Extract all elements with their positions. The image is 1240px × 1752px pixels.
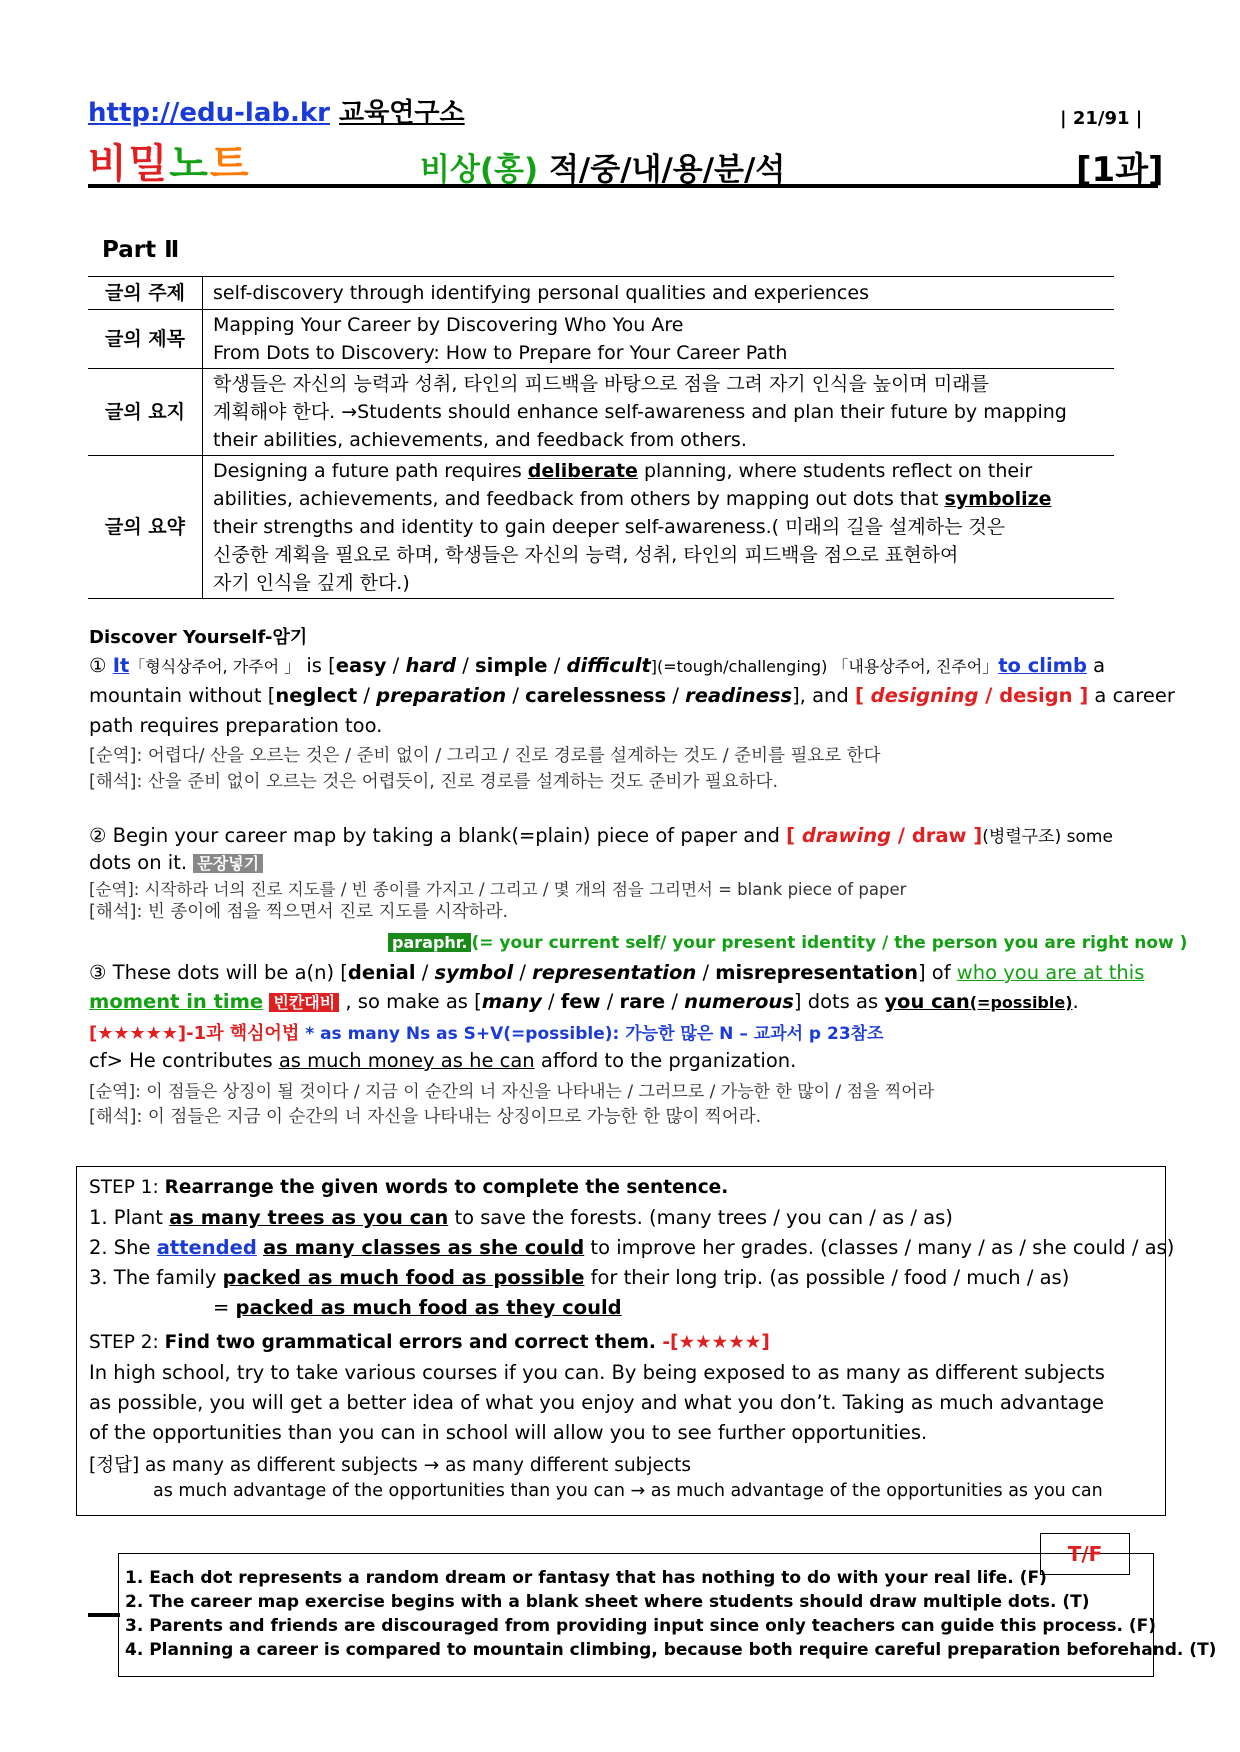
institute-name: 교육연구소: [339, 98, 465, 128]
step1-item: = packed as much food as they could: [213, 1296, 622, 1319]
blank-prep-badge: 빈칸대비: [269, 993, 339, 1012]
subject: 적/중/내/용/분/석: [548, 152, 786, 188]
summary-line: 신중한 계획을 필요로 하며, 학생들은 자신의 능력, 성취, 타인의 피드백을 점으로 표현하여: [213, 544, 959, 566]
tf-label: T/F: [1040, 1533, 1130, 1575]
site-link[interactable]: http://edu-lab.kr: [88, 98, 330, 128]
step2-answer: [정답] as many as different subjects → as many different subjects: [89, 1455, 691, 1476]
part-title: Part Ⅱ: [102, 237, 180, 263]
paraphrase-badge: paraphr.: [388, 933, 471, 952]
sentence-2-line: dots on it. 문장넣기: [89, 851, 263, 874]
title-char: 비: [88, 141, 129, 187]
gist-line: 계획해야 한다. →Students should enhance self-awareness and plan their future by mapping: [213, 401, 1067, 423]
keyword: symbolize: [944, 488, 1052, 510]
gist-value: [203, 369, 1115, 456]
step1-item: 2. She attended as many classes as she could to improve her grades. (classes / many / as / she could / as): [89, 1236, 1175, 1259]
literal-translation: [순역]: 이 점들은 상징이 될 것이다 / 지금 이 순간의 너 자신을 나타내는 / 그러므로 / 가능한 한 많이 / 점을 찍어라: [89, 1082, 935, 1102]
translation: [해석]: 이 점들은 지금 이 순간의 너 자신을 나타내는 상징이므로 가능한 한 많이 찍어라.: [89, 1107, 762, 1127]
summary-line: 자기 인식을 깊게 한다.): [213, 572, 410, 594]
header-url-line: [88, 92, 465, 129]
step2-passage: as possible, you will get a better idea of what you enjoy and what you don’t. Taking as much advantage: [89, 1391, 1105, 1414]
step2-answer: as much advantage of the opportunities than you can → as much advantage of the opportunities as you can: [153, 1481, 1103, 1501]
table-row: [88, 277, 1114, 310]
step2-passage: In high school, try to take various courses if you can. By being exposed to as many as different subjects: [89, 1361, 1105, 1384]
step2-title: STEP 2: Find two grammatical errors and correct them. -[★★★★★]: [89, 1332, 770, 1353]
summary-line: their strengths and identity to gain deeper self-awareness.( 미래의 길을 설계하는 것은: [213, 516, 1006, 538]
step1-title: STEP 1: Rearrange the given words to complete the sentence.: [89, 1177, 729, 1198]
tf-item: 1. Each dot represents a random dream or fantasy that has nothing to do with your real life. (F): [125, 1568, 1047, 1588]
header-subtitle: [420, 144, 785, 189]
title-char: 노: [169, 141, 210, 187]
sentence-1-line: mountain without [neglect / preparation / carelessness / readiness], and [ designing / design ] a career: [89, 684, 1175, 707]
header-divider: [88, 184, 1158, 188]
summary-label: 글의 요약: [88, 456, 203, 599]
step1-item: 1. Plant as many trees as you can to save the forests. (many trees / you can / as / as): [89, 1206, 953, 1229]
page-number: | 21/91 |: [1060, 108, 1143, 129]
sentence-1-line: ① It「형식상주어, 가주어 」 is [easy / hard / simple / difficult](=tough/challenging) 「내용상주어, 진주어」to climb a: [89, 654, 1106, 677]
info-table: [88, 276, 1114, 599]
sentence-3-line: ③ These dots will be a(n) [denial / symbol / representation / misrepresentation] of who you are at this: [89, 961, 1145, 984]
tf-marker: [88, 1613, 120, 1617]
tf-item: 3. Parents and friends are discouraged from providing input since only teachers can guide this process. (F): [125, 1616, 1156, 1636]
summary-value: [203, 456, 1115, 599]
tf-item: 2. The career map exercise begins with a blank sheet where students should draw multiple dots. (T): [125, 1592, 1090, 1612]
grammar-note: [★★★★★]-1과 핵심어법 * as many Ns as S+V(=possible): 가능한 많은 N – 교과서 p 23참조: [89, 1023, 884, 1044]
sentence-2-line: ② Begin your career map by taking a blank(=plain) piece of paper and [ drawing / draw ](병렬구조) some: [89, 824, 1113, 847]
title-line: Mapping Your Career by Discovering Who You Are: [213, 314, 684, 336]
gist-line: their abilities, achievements, and feedback from others.: [213, 429, 747, 451]
section-heading: Discover Yourself-암기: [89, 627, 308, 648]
title-value: [203, 310, 1115, 369]
title-label: 글의 제목: [88, 310, 203, 369]
table-row: [88, 369, 1114, 456]
translation: [해석]: 산을 준비 없이 오르는 것은 어렵듯이, 진로 경로를 설계하는 것도 준비가 필요하다.: [89, 772, 779, 792]
topic-label: 글의 주제: [88, 277, 203, 310]
publisher: 비상(홍): [420, 152, 539, 188]
example-sentence: cf> He contributes as much money as he can afford to the prganization.: [89, 1049, 797, 1072]
step1-item: 3. The family packed as much food as possible for their long trip. (as possible / food / much / as): [89, 1266, 1070, 1289]
title-char: 밀: [128, 141, 170, 187]
sentence-3-line: moment in time 빈칸대비 , so make as [many / few / rare / numerous] dots as you can(=possible).: [89, 990, 1079, 1013]
paraphrase-line: paraphr. (= your current self/ your present identity / the person you are right now ): [388, 933, 1187, 953]
insert-sentence-badge: 문장넣기: [193, 854, 263, 873]
summary-line: abilities, achievements, and feedback from others by mapping out dots that symbolize: [213, 488, 1052, 510]
title-line: From Dots to Discovery: How to Prepare for Your Career Path: [213, 342, 788, 364]
keyword: deliberate: [527, 460, 638, 482]
tf-box: [118, 1553, 1217, 1677]
literal-translation: [순역]: 시작하라 너의 진로 지도를 / 빈 종이를 가지고 / 그리고 / 몇 개의 점을 그리면서 = blank piece of paper: [89, 880, 907, 899]
doc-title: [88, 132, 251, 189]
step2-passage: of the opportunities than you can in school will allow you to see further opportunities.: [89, 1421, 928, 1444]
lesson-label: [1과]: [1076, 150, 1164, 190]
table-row: [88, 456, 1114, 599]
title-char: 트: [209, 141, 251, 187]
topic-value: self-discovery through identifying personal qualities and experiences: [203, 277, 1115, 310]
gist-line: 학생들은 자신의 능력과 성취, 타인의 피드백을 바탕으로 점을 그려 자기 인식을 높이며 미래를: [213, 373, 989, 395]
gist-label: 글의 요지: [88, 369, 203, 456]
exercise-box: [76, 1166, 1175, 1516]
summary-line: Designing a future path requires deliberate planning, where students reflect on their: [213, 460, 1033, 482]
literal-translation: [순역]: 어렵다/ 산을 오르는 것은 / 준비 없이 / 그리고 / 진로 경로를 설계하는 것도 / 준비를 필요로 한다: [89, 746, 881, 766]
sentence-1-line: path requires preparation too.: [89, 714, 383, 737]
translation: [해석]: 빈 종이에 점을 찍으면서 진로 지도를 시작하라.: [89, 902, 509, 922]
table-row: [88, 310, 1114, 369]
tf-item: 4. Planning a career is compared to mountain climbing, because both require careful preparation beforehand. (T): [125, 1640, 1217, 1660]
